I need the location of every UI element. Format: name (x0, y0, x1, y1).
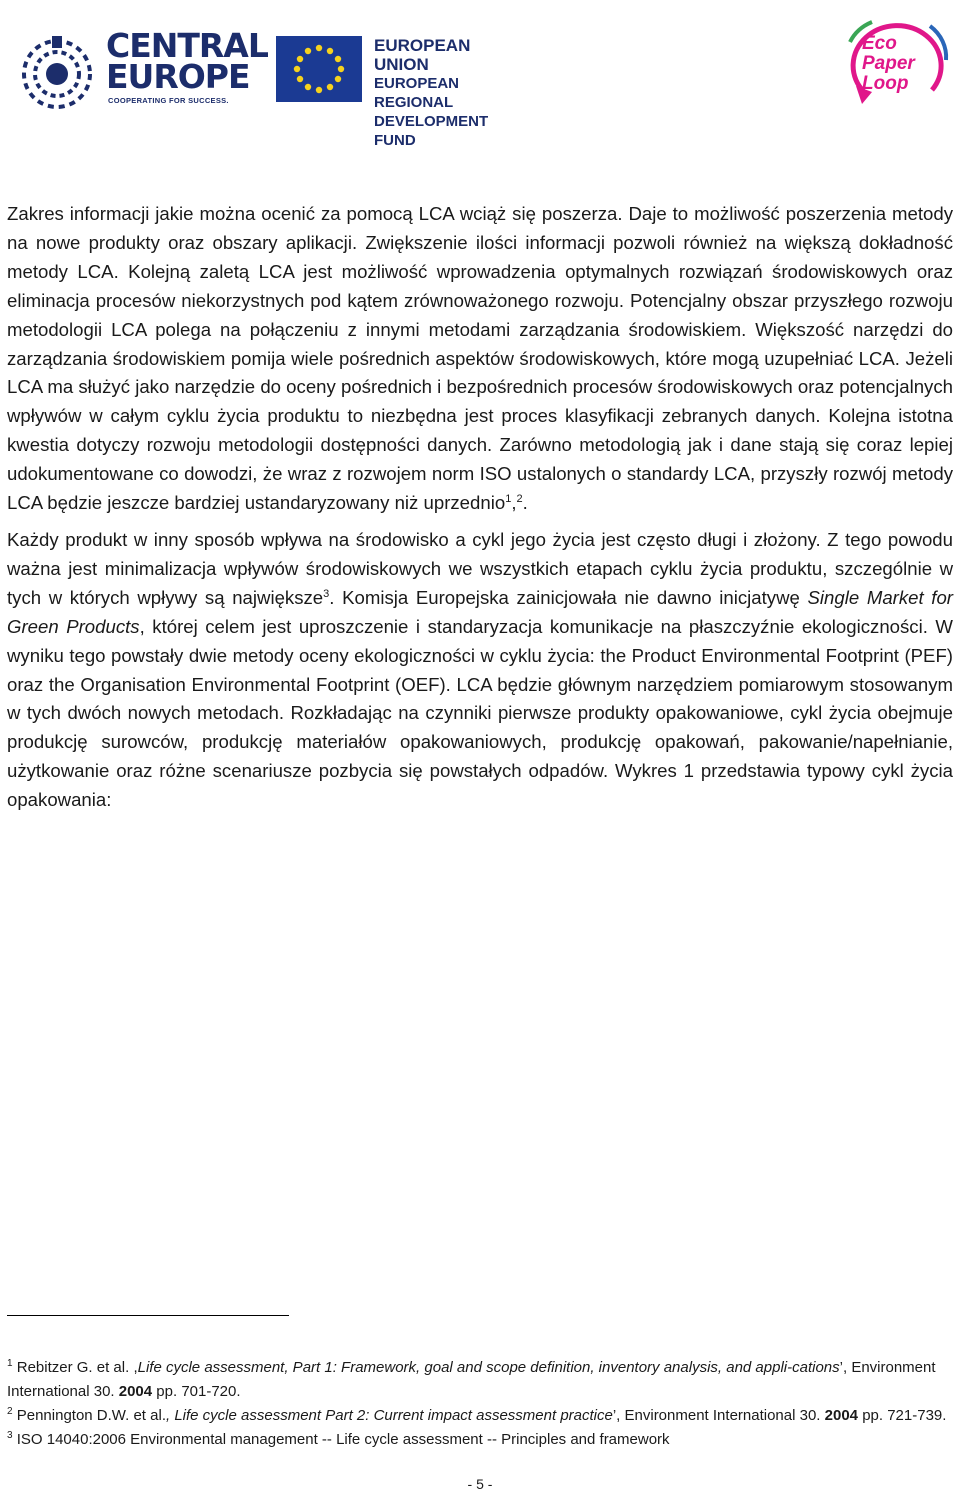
initiative-name: Single Market for Green Products (7, 586, 953, 637)
eu-flag-icon (276, 36, 362, 102)
eco-line3: Loop (862, 73, 909, 94)
footnotes (7, 1356, 953, 1452)
ce-line1: CENTRAL (106, 26, 268, 65)
eu-line2: EUROPEAN REGIONAL (374, 75, 460, 111)
footnote-2 (7, 1404, 953, 1428)
paragraph-2-text-c: , której celem jest uproszczenie i standaryzacja komunikacje na płaszczyźnie ekologiczności. W wyniku tego powstały dwie metody oceny ekologiczności w cyklu życia: the Product Environmental Footprint (PEF) oraz the Organisation Environmental Footprint (OEF). LCA będzie głównym narzędziem pomiarowym stosowanym w tych dwóch nowych metodach. Rozkładając na czynniki pierwsze produkty opakowaniowe, cykl życia obejmuje produkcję surowców, produkcję materiałów opakowaniowych, produkcję opakowań, pakowanie/napełnianie, użytkowanie oraz różne scenariusze pozbycia się powstałych odpadów. Wykres 1 przedstawia typowy cykl życia opakowania: (7, 615, 953, 811)
eco-wordmark (862, 34, 915, 94)
footnote-ref-3[interactable]: 3 (323, 587, 330, 600)
eu-line3: DEVELOPMENT FUND (374, 113, 489, 149)
eco-paper-loop-logo (842, 12, 954, 108)
footnote-2-number: 2 (7, 1406, 13, 1417)
footnote-3-text: ISO 14040:2006 Environmental management -- Life cycle assessment -- Principles and framework (16, 1431, 670, 1448)
footnote-1-journal: ’, Environment International 30. (7, 1359, 936, 1400)
paragraph-2-text-b: . Komisja Europejska zainicjowała nie dawno inicjatywę (329, 586, 800, 608)
eu-line1: EUROPEAN UNION (374, 36, 471, 74)
footnote-ref-1[interactable]: 1 (505, 492, 512, 505)
paragraph-1 (7, 200, 953, 518)
central-europe-emblem-icon (14, 34, 100, 110)
footnote-1-number: 1 (7, 1358, 13, 1369)
footnote-1-title: Life cycle assessment, Part 1: Framework, goal and scope definition, inventory analysis, and appli-cations (137, 1359, 840, 1376)
footnote-ref-separator: , (511, 492, 517, 514)
footnote-1-authors: Rebitzer G. et al. , (16, 1359, 138, 1376)
footnote-3 (7, 1428, 953, 1452)
ce-line2: EUROPE (106, 57, 250, 96)
footnote-2-authors: Pennington D.W. et al. (16, 1407, 166, 1424)
ce-tagline: COOPERATING FOR SUCCESS. (108, 96, 229, 105)
footnote-1-pages: pp. 701-720. (156, 1383, 241, 1400)
paragraph-2-text-a: Każdy produkt w inny sposób wpływa na środowisko a cykl jego życia jest często długi i złożony. Z tego powodu ważna jest minimalizacja wpływów środowiskowych we wszystkich etapach cyklu życia produktu, szczególnie w tych w których wpływy są największe (7, 528, 953, 608)
eco-line1: Eco (862, 33, 897, 54)
paragraph-2 (7, 526, 953, 815)
footnote-1-year: 2004 (118, 1383, 153, 1400)
eu-logo (276, 30, 516, 149)
central-europe-logo (14, 26, 268, 112)
footnote-2-year: 2004 (824, 1407, 859, 1424)
eu-wordmark (374, 36, 516, 150)
footnote-1 (7, 1356, 953, 1404)
footnote-ref-2[interactable]: 2 (516, 492, 523, 505)
document-body (7, 200, 953, 823)
footnote-2-title: , Life cycle assessment Part 2: Current impact assessment practice (166, 1407, 613, 1424)
eco-line2: Paper (862, 53, 915, 74)
paragraph-1-end: . (522, 492, 528, 514)
central-europe-wordmark (106, 26, 268, 96)
footnote-2-pages: pp. 721-739. (862, 1407, 947, 1424)
page-number: - 5 - (467, 1476, 493, 1492)
footnote-2-journal: ’, Environment International 30. (612, 1407, 821, 1424)
footnote-separator (7, 1315, 289, 1316)
footnote-3-number: 3 (7, 1430, 13, 1441)
paragraph-1-text: Zakres informacji jakie można ocenić za pomocą LCA wciąż się poszerza. Daje to możliwość poszerzenia metody na nowe produkty oraz obszary aplikacji. Zwiększenie ilości informacji pozwoli również na większą dokładność metody LCA. Kolejną zaletą LCA jest możliwość wprowadzenia optymalnych rozwiązań środowiskowych oraz eliminacja procesów niekorzystnych pod kątem zrównoważonego rozwoju. Potencjalny obszar przyszłego rozwoju metodologii LCA polega na połączeniu z innymi metodami zarządzania środowiskiem. Większość narzędzi do zarządzania środowiskiem pomija wiele pośrednich aspektów środowiskowych, które mogą uzupełniać LCA. Jeżeli LCA ma służyć jako narzędzie do oceny pośrednich i bezpośrednich procesów środowiskowych oraz potencjalnych wpływów w całym cyklu życia produktu to niezbędna jest proces klasyfikacji zebranych danych. Kolejna istotna kwestia dotyczy rozwoju metodologii dostępności danych. Zarówno metodologią jak i dane stają się coraz lepiej udokumentowane co dowodzi, że wraz z rozwojem norm ISO ustalonych o standardy LCA, przyszły rozwój metody LCA będzie jeszcze bardziej ustandaryzowany niż uprzednio (7, 203, 953, 514)
